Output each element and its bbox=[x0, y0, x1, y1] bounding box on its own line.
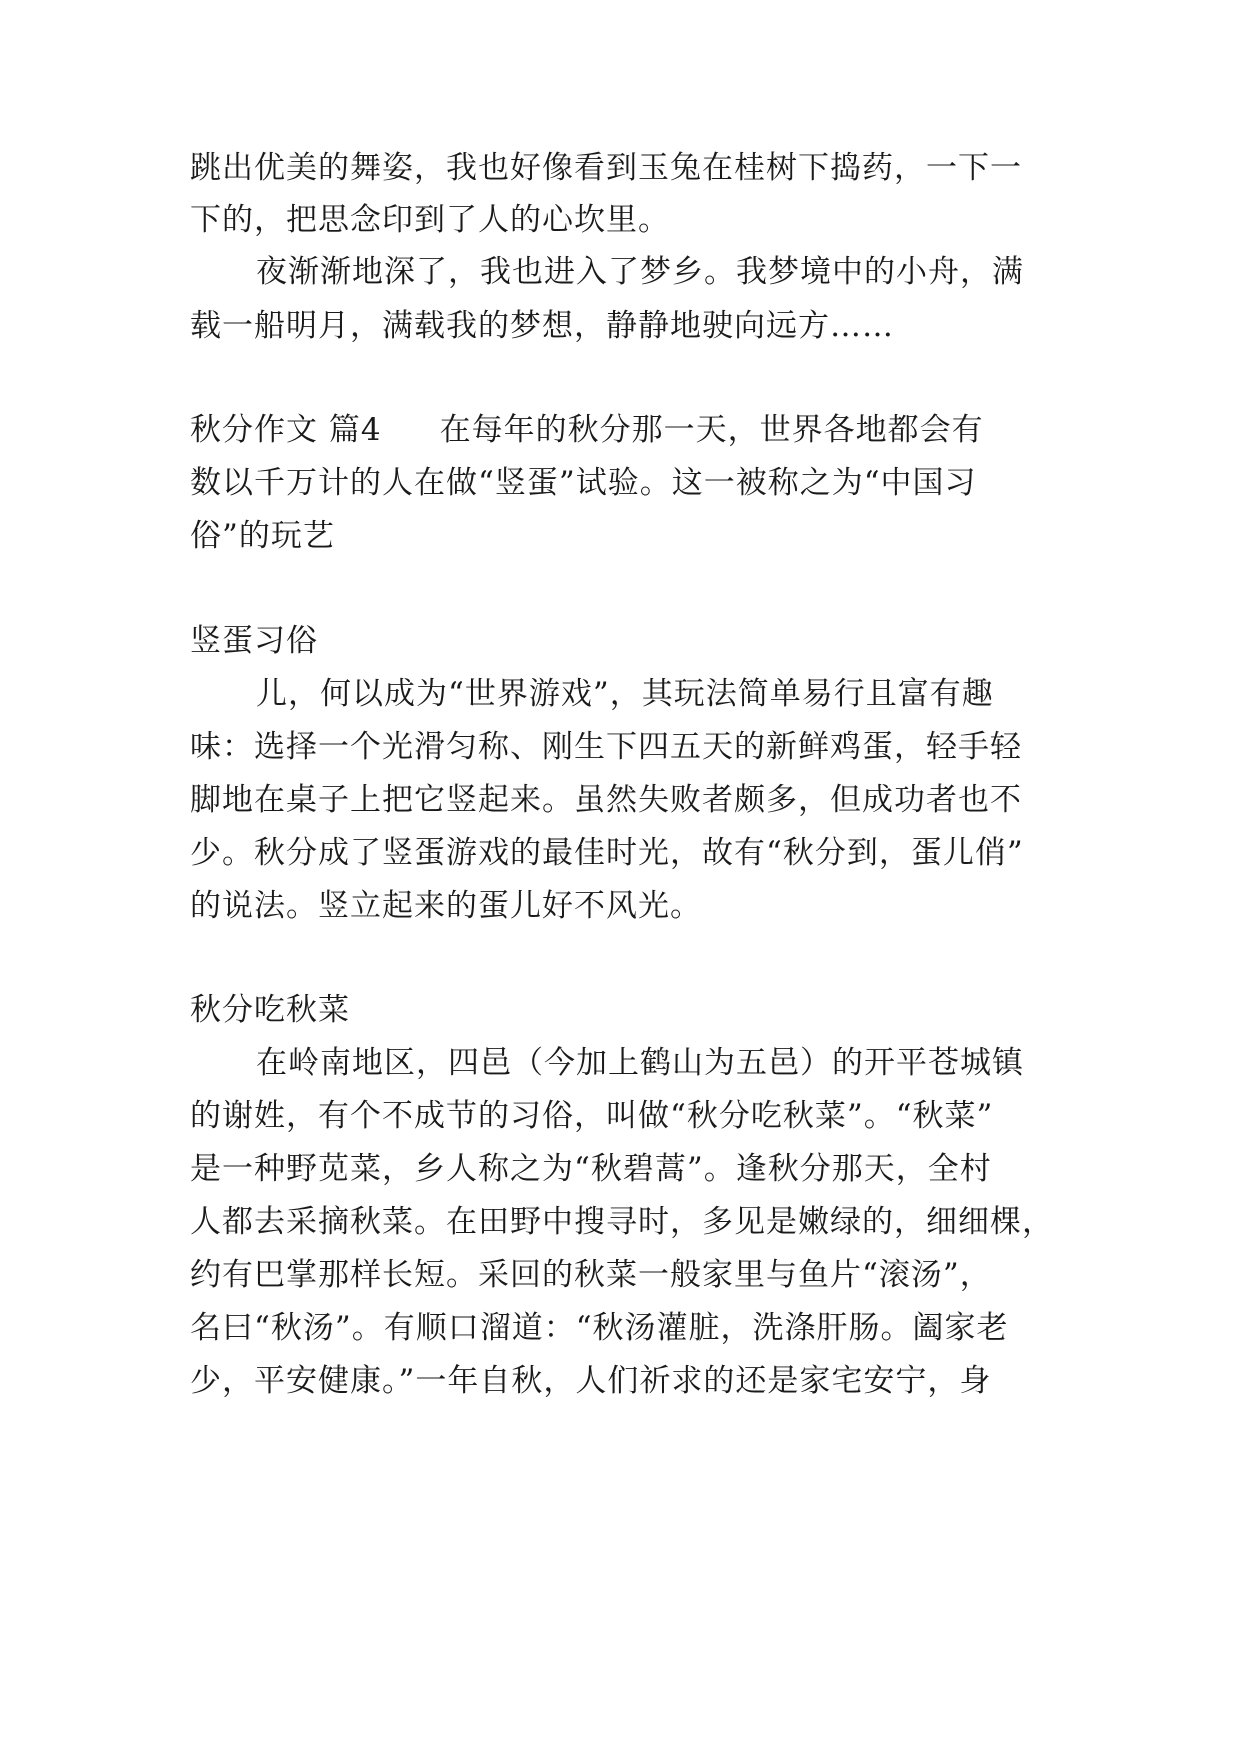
section-title: 竖蛋习俗 bbox=[190, 623, 318, 659]
text-line: 儿，何以成为“世界游戏”，其玩法简单易行且富有趣 bbox=[256, 676, 994, 712]
text-line: 下的，把思念印到了人的心坎里。 bbox=[190, 202, 670, 238]
text-line: 脚地在桌子上把它竖起来。虽然失败者颇多，但成功者也不 bbox=[190, 782, 1022, 818]
text-line: 俗”的玩艺 bbox=[190, 518, 335, 554]
text-line: 是一种野苋菜，乡人称之为“秋碧蒿”。逢秋分那天，全村 bbox=[190, 1151, 992, 1187]
text-line: 跳出优美的舞姿，我也好像看到玉兔在桂树下捣药，一下一 bbox=[190, 150, 1022, 186]
article-heading: 秋分作文 篇4 bbox=[190, 412, 382, 448]
text-line: 在岭南地区，四邑（今加上鹤山为五邑）的开平苍城镇 bbox=[256, 1045, 1024, 1081]
text-line: 名曰“秋汤”。有顺口溜道：“秋汤灌脏，洗涤肝肠。阖家老 bbox=[190, 1310, 1009, 1346]
text-line: 少。秋分成了竖蛋游戏的最佳时光，故有“秋分到，蛋儿俏” bbox=[190, 835, 1024, 871]
text-line: 味：选择一个光滑匀称、刚生下四五天的新鲜鸡蛋，轻手轻 bbox=[190, 729, 1022, 765]
text-line: 夜渐渐地深了，我也进入了梦乡。我梦境中的小舟，满 bbox=[256, 254, 1024, 290]
text-line: 约有巴掌那样长短。采回的秋菜一般家里与鱼片“滚汤”， bbox=[190, 1257, 992, 1293]
text-line: 载一船明月，满载我的梦想，静静地驶向远方…… bbox=[190, 308, 894, 344]
section-title: 秋分吃秋菜 bbox=[190, 992, 350, 1028]
text-fragment: 在每年的秋分那一天，世界各地都会有 bbox=[439, 412, 984, 448]
text-line: 少，平安健康。”一年自秋，人们祈求的还是家宅安宁，身 bbox=[190, 1363, 992, 1399]
text-line: 数以千万计的人在做“竖蛋”试验。这一被称之为“中国习 bbox=[190, 465, 977, 501]
text-line: 的谢姓，有个不成节的习俗，叫做“秋分吃秋菜”。“秋菜” bbox=[190, 1098, 994, 1134]
article-heading-line bbox=[190, 410, 1050, 450]
text-line: 的说法。竖立起来的蛋儿好不风光。 bbox=[190, 888, 702, 924]
text-line: 人都去采摘秋菜。在田野中搜寻时，多见是嫩绿的，细细棵， bbox=[190, 1204, 1054, 1240]
